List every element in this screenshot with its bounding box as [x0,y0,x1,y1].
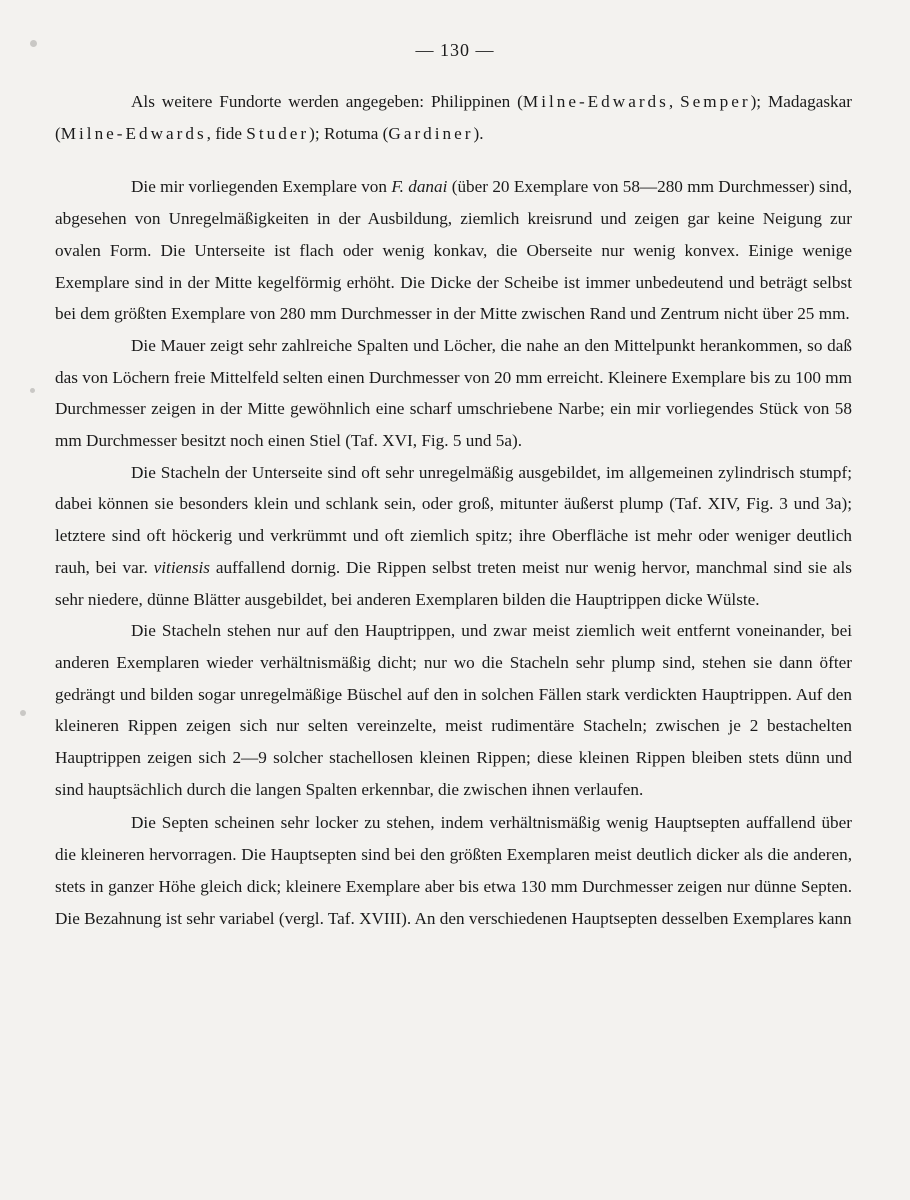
text-run: Die Stacheln der Unterseite sind oft sehr unregelmäßig ausgebildet, im allgemeinen zylindrisch stumpf; dabei können sie besonders klein und schlank sein, oder groß, mitunter äußerst plump (Taf. XIV, Fig. 3 und 3a); letztere sind oft höckerig und verkrümmt und oft ziemlich spitz; ihre Oberfläche ist mehr oder weniger deutlich rauh, bei var. [55,462,852,577]
author-name: Studer [246,123,310,143]
text-run: Die Mauer zeigt sehr zahlreiche Spalten und Löcher, die nahe an den Mittelpunkt herankommen, so daß das von Löchern freie Mittelfeld selten einen Durchmesser von 20 mm erreicht. Kleinere Exemplare bis zu 100 mm Durchmesser zeigen in der Mitte gewöhnlich eine scharf umschriebene Narbe; ein mir vorliegendes Stück von 58 mm Durchmesser besitzt noch einen Stiel (Taf. XVI, Fig. 5 und 5a). [55,335,852,451]
text-run: , [668,92,681,111]
text-run: ); Madagaskar ( [55,92,852,143]
text-run: Als weitere Fundorte werden angegeben: Philippinen ( [131,92,523,111]
paragraph-fundorte [55,86,852,149]
scan-speck [30,388,35,393]
text-run: ); Rotuma ( [309,123,389,143]
paragraph-stacheln-unterseite [55,457,852,616]
species-name: F. danai [391,177,448,197]
page-number: — 130 — [415,40,495,60]
paragraph-stacheln-hauptrippen [55,615,852,805]
variety-name: vitiensis [153,557,210,577]
scan-speck [20,710,26,716]
text-run: auffallend dornig. Die Rippen selbst treten meist nur wenig hervor, manchmal sind sie als sehr niedere, dünne Blätter ausgebildet, bei anderen Exemplaren bilden die Hauptrippen dicke Wülste. [55,557,852,609]
author-name: Milne-Edwards [60,123,207,143]
author-name: Semper [680,92,751,111]
text-run: ). [473,123,484,143]
paragraph-mauer [55,330,852,457]
paragraph-septen [55,807,852,934]
text-run: Die mir vorliegenden Exemplare von [131,177,392,197]
text-run: , fide [206,123,247,143]
author-name: Milne-Edwards [522,92,669,111]
author-name: Gardiner [388,123,474,143]
body-text [55,86,852,934]
text-run: Die Septen scheinen sehr locker zu stehen, indem verhältnismäßig wenig Hauptsepten auffallend über die kleineren hervorragen. Die Hauptsepten sind bei den größten Exemplaren meist deutlich dicker als die anderen, stets in ganzer Höhe gleich dick; kleinere Exemplare aber bis etwa 130 mm Durchmesser zeigen nur dünne Septen. Die Bezahnung ist sehr variabel (vergl. Taf. XVIII). An den verschiedenen Hauptsepten desselben Exemplares kann [55,813,852,928]
text-run: Die Stacheln stehen nur auf den Hauptrippen, und zwar meist ziemlich weit entfernt voneinander, bei anderen Exemplaren wieder verhältnismäßig dicht; nur wo die Stacheln sehr plump sind, stehen sie dann öfter gedrängt und bilden sogar unregelmäßige Büschel auf den in solchen Fällen stark verdickten Hauptrippen. Auf den kleineren Rippen zeigen sich nur selten vereinzelte, meist rudimentäre Stacheln; zwischen je 2 bestachelten Hauptrippen zeigen sich 2—9 solcher stachellosen kleinen Rippen; diese kleinen Rippen bleiben stets dünn und sind hauptsächlich durch die langen Spalten erkennbar, die zwischen ihnen verlaufen. [55,621,852,799]
paragraph-exemplare [55,171,852,330]
text-run: (über 20 Exemplare von 58—280 mm Durchmesser) sind, abgesehen von Unregelmäßigkeiten in der Ausbildung, ziemlich kreisrund und zeigen gar keine Neigung zur ovalen Form. Die Unterseite ist flach oder wenig konkav, die Oberseite nur wenig konvex. Einige wenige Exemplare sind in der Mitte kegelförmig erhöht. Die Dicke der Scheibe ist immer unbedeutend und beträgt selbst bei dem größten Exemplare von 280 mm Durchmesser in der Mitte zwischen Rand und Zentrum nicht über 25 mm. [55,177,852,324]
